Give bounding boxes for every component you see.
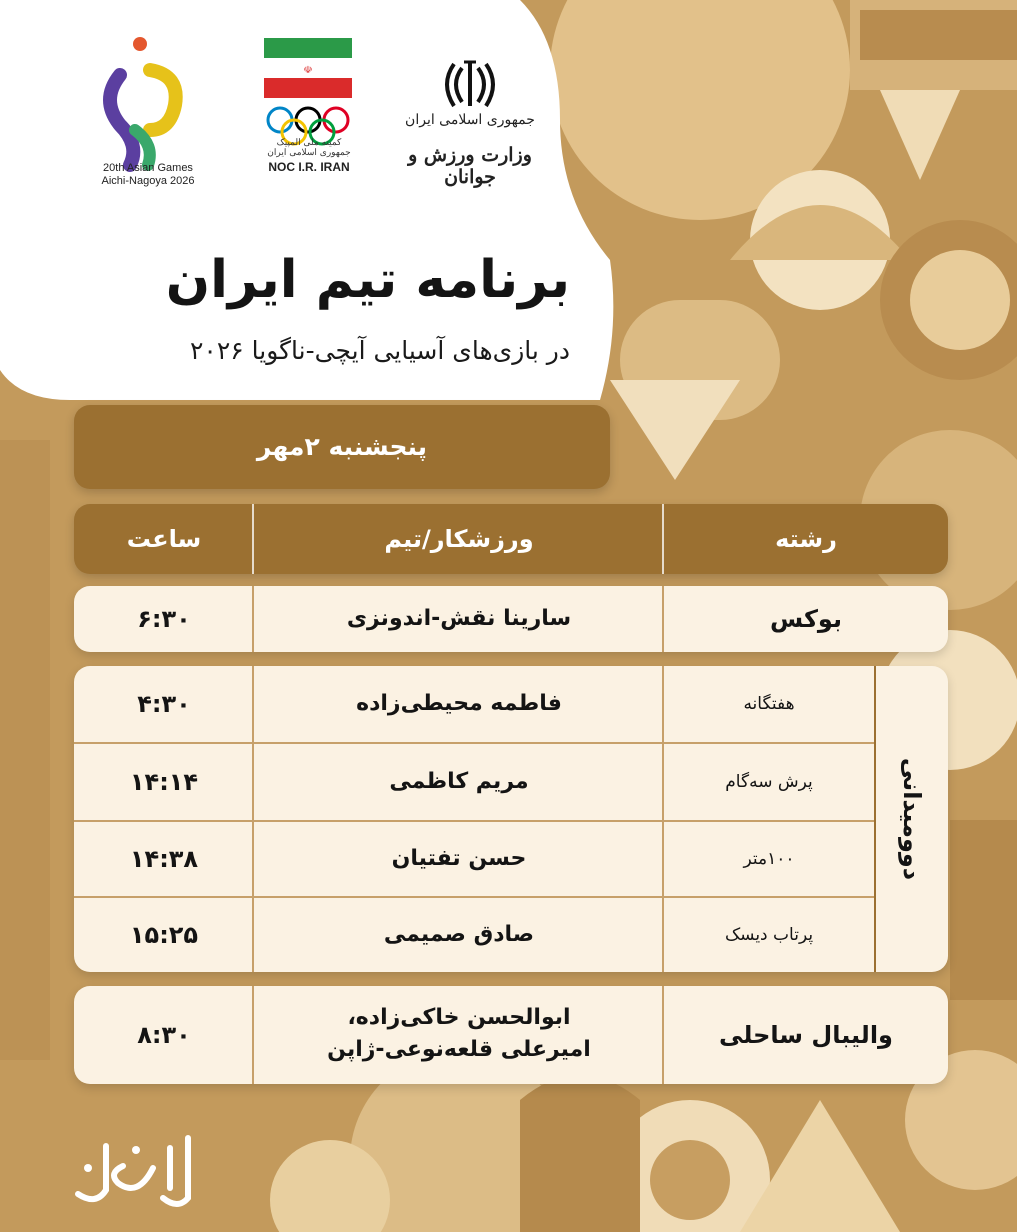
header-divider xyxy=(662,504,664,574)
row-divider xyxy=(662,586,664,652)
iran-emblem-icon xyxy=(440,58,500,110)
table-row xyxy=(74,586,948,652)
athletics-group xyxy=(74,666,948,972)
athletics-label-text: دوومیدانی xyxy=(898,757,927,881)
sport-heptathlon: هفتگانه xyxy=(743,694,795,714)
svg-text:☫: ☫ xyxy=(303,65,313,76)
time-discus: ۱۵:۲۵ xyxy=(129,921,199,949)
table-row xyxy=(74,986,948,1084)
page-subtitle: در بازی‌های آسیایی آیچی-ناگویا ۲۰۲۶ xyxy=(189,336,570,365)
noc-caption: NOC I.R. IRAN xyxy=(268,160,350,174)
row-divider xyxy=(662,986,664,1084)
sport-boxing: بوکس xyxy=(770,605,842,633)
header-time: ساعت xyxy=(126,525,202,553)
sport-discus: پرتاب دیسک xyxy=(724,925,814,945)
row-divider xyxy=(662,666,664,972)
header-athlete: ورزشکار/تیم xyxy=(384,525,534,553)
row-divider xyxy=(252,666,254,972)
athlete-line1: ابوالحسن خاکی‌زاده، xyxy=(347,1005,571,1030)
asian-games-caption xyxy=(78,162,218,188)
time-100m: ۱۴:۳۸ xyxy=(129,845,199,873)
time-triple-jump: ۱۴:۱۴ xyxy=(129,768,199,796)
athlete-boxing: سارینا نقش-اندونزی xyxy=(346,606,572,631)
sport-100m: ۱۰۰متر xyxy=(743,849,795,869)
noc-signature: کمیته ملی المپیک جمهوری اسلامی ایران xyxy=(267,138,351,158)
ministry-line2: وزارت ورزش و جوانان xyxy=(408,144,532,188)
iran-ghahreman-logo xyxy=(58,1128,208,1218)
athlete-beach-volleyball xyxy=(254,1002,664,1066)
sport-beach-volleyball: والیبال ساحلی xyxy=(719,1021,893,1049)
asian-games-caption-line1: 20th Asian Games xyxy=(103,162,193,174)
sport-triple-jump: پرش سه‌گام xyxy=(725,772,813,792)
row-divider xyxy=(252,586,254,652)
asian-games-caption-line2: Aichi-Nagoya 2026 xyxy=(101,175,195,187)
time-beach-volleyball: ۸:۳۰ xyxy=(137,1021,191,1049)
athlete-100m: حسن تفتیان xyxy=(391,846,527,871)
athlete-triple-jump: مریم کاظمی xyxy=(389,769,529,794)
page-title: برنامه تیم ایران xyxy=(165,250,570,310)
ministry-line1: جمهوری اسلامی ایران xyxy=(405,112,535,128)
date-banner: پنجشنبه ۲مهر xyxy=(74,405,610,489)
athlete-discus: صادق صمیمی xyxy=(383,922,535,947)
time-boxing: ۶:۳۰ xyxy=(137,605,191,633)
header-sport: رشته xyxy=(775,525,837,553)
athletics-label xyxy=(876,668,948,970)
row-divider xyxy=(252,986,254,1084)
time-heptathlon: ۴:۳۰ xyxy=(137,690,191,718)
asian-games-logo xyxy=(80,30,215,180)
table-header xyxy=(74,504,948,574)
header-divider xyxy=(252,504,254,574)
athlete-line2: امیرعلی قلعه‌نوعی-ژاپن xyxy=(327,1037,591,1062)
athlete-heptathlon: فاطمه محیطی‌زاده xyxy=(356,691,562,716)
